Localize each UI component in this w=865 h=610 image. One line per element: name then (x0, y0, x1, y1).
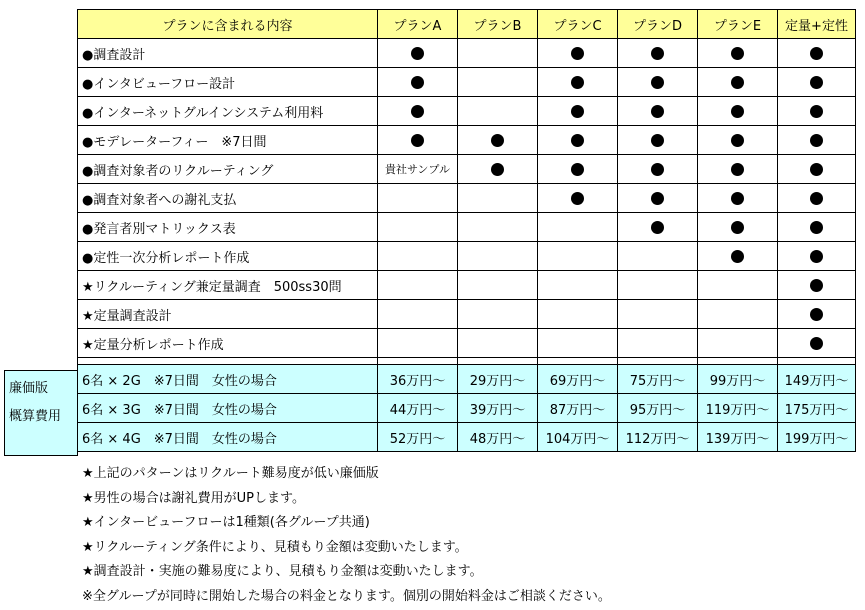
feature-row (78, 68, 856, 97)
included-dot-icon (810, 47, 823, 60)
side-label-line1: 廉価版 (9, 381, 49, 396)
price-label: 6名 × 4G ※7日間 女性の場合 (78, 423, 378, 452)
included-dot-icon (651, 134, 664, 147)
feature-row (78, 213, 856, 242)
spacer-cell (538, 358, 618, 365)
spacer-row (78, 358, 856, 365)
plan-cell (538, 155, 618, 184)
plan-cell (538, 213, 618, 242)
price-cell: 175万円～ (778, 394, 856, 423)
included-dot-icon (731, 221, 744, 234)
price-cell: 149万円～ (778, 365, 856, 394)
plan-cell (778, 271, 856, 300)
included-dot-icon (491, 163, 504, 176)
spacer-cell (378, 358, 458, 365)
plan-cell (778, 155, 856, 184)
price-label: 6名 × 2G ※7日間 女性の場合 (78, 365, 378, 394)
feature-label: ●インタビューフロー設計 (78, 68, 378, 97)
plan-cell (458, 329, 538, 358)
included-dot-icon (810, 76, 823, 89)
plan-cell (618, 213, 698, 242)
plan-cell (458, 213, 538, 242)
included-dot-icon (810, 221, 823, 234)
plan-cell (698, 39, 778, 68)
plan-cell (538, 329, 618, 358)
plan-cell (698, 271, 778, 300)
included-dot-icon (731, 250, 744, 263)
plan-cell (458, 184, 538, 213)
feature-row (78, 242, 856, 271)
spacer-cell (618, 358, 698, 365)
plan-cell (458, 68, 538, 97)
included-dot-icon (491, 134, 504, 147)
plan-cell (378, 97, 458, 126)
header-item-col: プランに含まれる内容 (78, 10, 378, 39)
price-label: 6名 × 3G ※7日間 女性の場合 (78, 394, 378, 423)
feature-label: ●調査対象者への謝礼支払 (78, 184, 378, 213)
included-dot-icon (731, 163, 744, 176)
plan-cell (778, 184, 856, 213)
included-dot-icon (810, 105, 823, 118)
plan-cell (538, 184, 618, 213)
plan-cell (778, 329, 856, 358)
included-dot-icon (810, 279, 823, 292)
included-dot-icon (651, 105, 664, 118)
header-plan-combined: 定量+定性 (778, 10, 856, 39)
plan-cell (618, 329, 698, 358)
included-dot-icon (810, 308, 823, 321)
feature-label: ●モデレーターフィー ※7日間 (78, 126, 378, 155)
price-cell: 52万円～ (378, 423, 458, 452)
plan-cell (618, 155, 698, 184)
plan-cell (778, 39, 856, 68)
plan-cell (698, 97, 778, 126)
included-dot-icon (651, 163, 664, 176)
plan-comparison-table (77, 9, 856, 452)
price-row (78, 423, 856, 452)
spacer-cell (698, 358, 778, 365)
included-dot-icon (651, 76, 664, 89)
price-cell: 69万円～ (538, 365, 618, 394)
plan-cell (378, 242, 458, 271)
price-row (78, 394, 856, 423)
included-dot-icon (571, 192, 584, 205)
plan-cell (378, 213, 458, 242)
plan-cell (698, 329, 778, 358)
feature-row (78, 329, 856, 358)
included-dot-icon (411, 105, 424, 118)
header-plan-d: プランD (618, 10, 698, 39)
plan-cell (458, 155, 538, 184)
feature-label: ●定性一次分析レポート作成 (78, 242, 378, 271)
feature-row (78, 184, 856, 213)
plan-cell (378, 184, 458, 213)
plan-cell (778, 97, 856, 126)
included-dot-icon (571, 76, 584, 89)
plan-cell (618, 126, 698, 155)
plan-cell (378, 300, 458, 329)
included-dot-icon (731, 192, 744, 205)
plan-cell (458, 242, 538, 271)
plan-cell (538, 97, 618, 126)
price-cell: 99万円～ (698, 365, 778, 394)
included-dot-icon (651, 192, 664, 205)
plan-cell (618, 68, 698, 97)
included-dot-icon (651, 47, 664, 60)
plan-cell (698, 155, 778, 184)
plan-cell (378, 155, 458, 184)
feature-label: ★定量調査設計 (78, 300, 378, 329)
spacer-cell (778, 358, 856, 365)
header-plan-c: プランC (538, 10, 618, 39)
spacer-cell (78, 358, 378, 365)
plan-cell (698, 213, 778, 242)
price-cell: 75万円～ (618, 365, 698, 394)
feature-label: ★定量分析レポート作成 (78, 329, 378, 358)
plan-cell (778, 68, 856, 97)
price-cell: 119万円～ (698, 394, 778, 423)
plan-cell (618, 39, 698, 68)
price-cell: 104万円～ (538, 423, 618, 452)
plan-cell (538, 242, 618, 271)
plan-cell (538, 300, 618, 329)
price-cell: 29万円～ (458, 365, 538, 394)
side-label-line2: 概算費用 (9, 409, 62, 424)
feature-row (78, 300, 856, 329)
plan-cell (618, 271, 698, 300)
price-row (78, 365, 856, 394)
included-dot-icon (731, 76, 744, 89)
low-cost-estimate-label (4, 370, 78, 456)
plan-cell (778, 300, 856, 329)
plan-cell (458, 271, 538, 300)
plan-cell (618, 97, 698, 126)
price-cell: 36万円～ (378, 365, 458, 394)
plan-cell (378, 126, 458, 155)
plan-cell (778, 213, 856, 242)
included-dot-icon (571, 134, 584, 147)
price-cell: 199万円～ (778, 423, 856, 452)
feature-label: ●調査対象者のリクルーティング (78, 155, 378, 184)
included-dot-icon (571, 163, 584, 176)
plan-cell (378, 39, 458, 68)
included-dot-icon (810, 192, 823, 205)
plan-cell (698, 242, 778, 271)
feature-label: ●発言者別マトリックス表 (78, 213, 378, 242)
header-plan-e: プランE (698, 10, 778, 39)
included-dot-icon (731, 47, 744, 60)
feature-label: ★リクルーティング兼定量調査 500ss30問 (78, 271, 378, 300)
note-item: ★インタービューフローは1種類(各グループ共通) (82, 515, 370, 531)
included-dot-icon (810, 163, 823, 176)
price-cell: 44万円～ (378, 394, 458, 423)
included-dot-icon (411, 134, 424, 147)
plan-cell (538, 126, 618, 155)
price-cell: 87万円～ (538, 394, 618, 423)
plan-cell (618, 242, 698, 271)
feature-label: ●調査設計 (78, 39, 378, 68)
plan-cell (538, 68, 618, 97)
feature-label: ●インターネットグルインシステム利用料 (78, 97, 378, 126)
plan-cell (458, 300, 538, 329)
plan-cell (618, 184, 698, 213)
feature-row (78, 97, 856, 126)
plan-cell (378, 329, 458, 358)
plan-cell (698, 68, 778, 97)
plan-cell (378, 68, 458, 97)
feature-row (78, 39, 856, 68)
note-item: ★男性の場合は謝礼費用がUPします。 (82, 490, 305, 506)
plan-cell (538, 271, 618, 300)
feature-row (78, 271, 856, 300)
price-cell: 139万円～ (698, 423, 778, 452)
header-row (78, 10, 856, 39)
plan-cell (698, 300, 778, 329)
price-cell: 39万円～ (458, 394, 538, 423)
plan-cell (458, 126, 538, 155)
included-dot-icon (411, 76, 424, 89)
price-cell: 48万円～ (458, 423, 538, 452)
included-dot-icon (571, 47, 584, 60)
notes-section (82, 462, 611, 610)
plan-cell (378, 271, 458, 300)
note-item: ★調査設計・実施の難易度により、見積もり金額は変動いたします。 (82, 564, 483, 580)
feature-row (78, 126, 856, 155)
plan-cell (618, 300, 698, 329)
note-item: ※全グループが同時に開始した場合の料金となります。個別の開始料金はご相談ください。 (82, 588, 611, 604)
plan-cell (778, 126, 856, 155)
note-item: ★リクルーティング条件により、見積もり金額は変動いたします。 (82, 539, 468, 555)
included-dot-icon (810, 250, 823, 263)
included-dot-icon (731, 105, 744, 118)
included-dot-icon (810, 134, 823, 147)
plan-cell (458, 39, 538, 68)
included-dot-icon (810, 337, 823, 350)
plan-cell (538, 39, 618, 68)
included-dot-icon (731, 134, 744, 147)
plan-cell (698, 126, 778, 155)
plan-cell (458, 97, 538, 126)
client-sample-text: 貴社サンプル (384, 163, 450, 176)
plan-cell (698, 184, 778, 213)
feature-row (78, 155, 856, 184)
price-cell: 95万円～ (618, 394, 698, 423)
plan-cell (778, 242, 856, 271)
included-dot-icon (411, 47, 424, 60)
included-dot-icon (571, 105, 584, 118)
note-item: ★上記のパターンはリクルート難易度が低い廉価版 (82, 466, 379, 481)
spacer-cell (458, 358, 538, 365)
price-cell: 112万円～ (618, 423, 698, 452)
header-plan-b: プランB (458, 10, 538, 39)
included-dot-icon (651, 221, 664, 234)
header-plan-a: プランA (378, 10, 458, 39)
